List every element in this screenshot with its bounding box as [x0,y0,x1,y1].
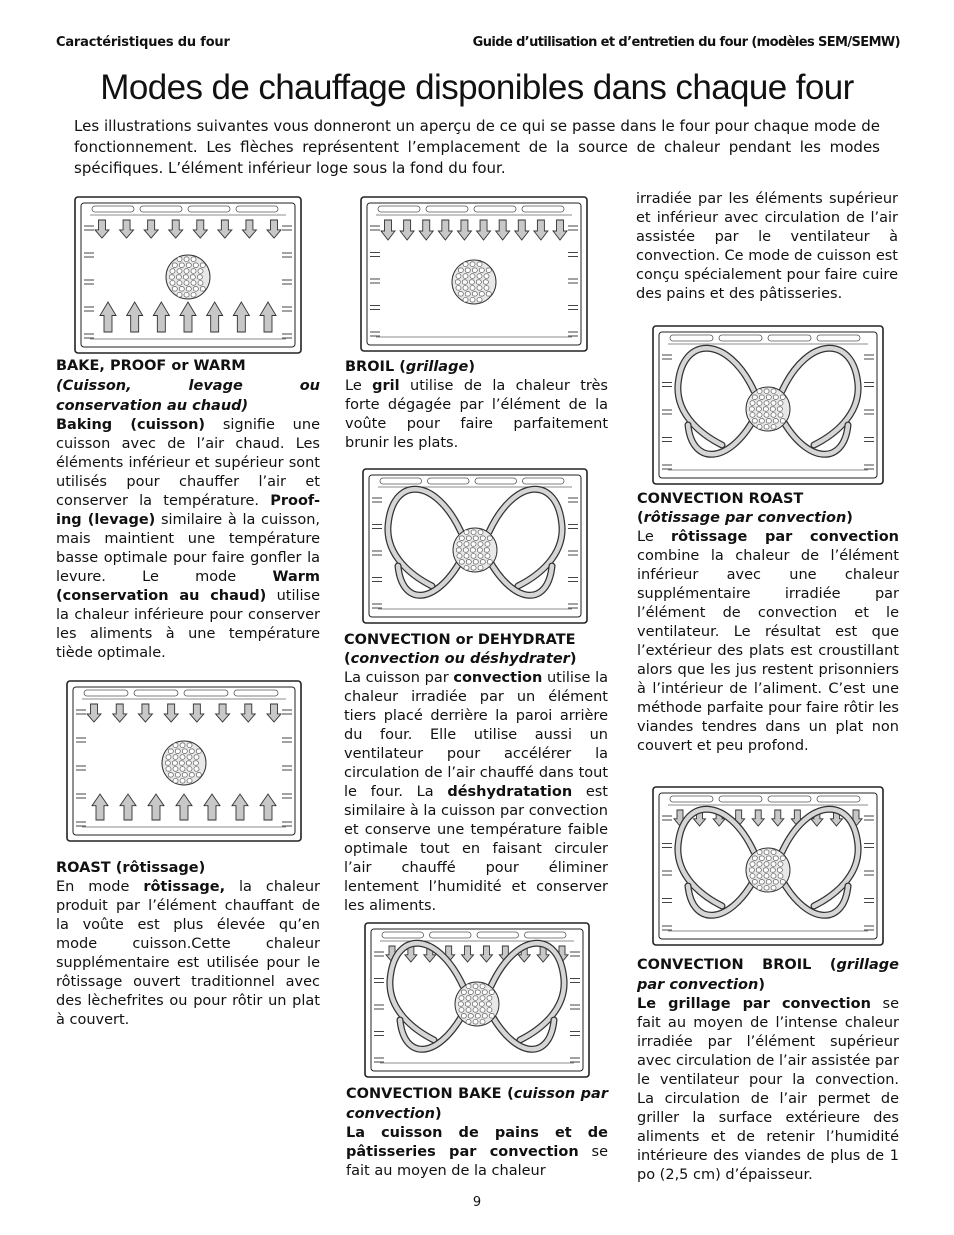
convection-bake-heading [346,1084,608,1124]
convection-roast-subheading-open: ( [637,510,644,526]
convection-bake-heading-end: ) [434,1106,442,1122]
bake-section [56,357,320,663]
convection-roast-term: rôtissage par convection [671,529,899,545]
broil-heading-italic: grillage [405,359,469,375]
broil-heading-end: ) [468,359,475,375]
convection-roast-heading: CONVECTION ROAST [637,491,804,507]
intro-paragraph: Les illustrations suivantes vous donneront un aperçu de ce qui se passe dans le four pour chaque mode de fonctionnement. Les flèches représentent l’emplacement de la source de chaleur pendant les modes spécifiques. L’élément inférieur loge sous la fond du four. [74,117,880,177]
oven-diagram-bake [74,196,302,354]
convection-roast-section [637,489,899,756]
convection-broil-section [637,955,899,1185]
broil-heading [345,358,608,377]
convection-broil-description [637,995,899,1185]
convection-roast-subheading-close: ) [846,510,853,526]
bake-description [56,416,320,663]
broil-heading-text: BROIL ( [345,359,406,375]
convection-broil-text: se fait au moyen de l’intense chaleur irradiée par l’élément supérieur avec circulation de l’air assistée par le ventilateur pour la convection. La circulation de l’air permet de griller la surface extérieure des aliments et de retenir l’humidité intérieure des viandes de plus de 1 po (2,5 cm) d’épaisseur. [637,996,900,1183]
broil-text-2: utilise de la chaleur très forte dégagée par l’élément de la voûte pour faire parfaitement brunir les plats. [345,378,608,451]
convection-bake-text: se fait au moyen de la chaleur [346,1144,608,1179]
convection-bake-heading-italic: cuisson par convection [346,1086,608,1122]
convection-term: convection [453,670,543,686]
bake-text-1: signifie une cuisson avec de l’air chaud. Les éléments inférieur et supérieur sont utilisés pour chauffer l’air et conserver la température. [56,417,320,509]
convection-text-1: La cuisson par [344,670,454,686]
bake-subheading: (Cuisson, levage ou conservation au chaud) [56,378,320,414]
page-number: 9 [472,1195,482,1210]
convection-description [344,669,608,916]
convection-subheading-italic: convection ou déshydrater [350,651,570,667]
convection-roast-text-1: Le [637,529,672,545]
bake-term-baking: Baking (cuisson) [56,417,206,433]
convection-bake-heading-text: CONVECTION BAKE ( [346,1086,514,1102]
convection-section [344,631,608,916]
oven-diagram-convection-broil [652,786,884,946]
convection-text-2: utilise la chaleur irradiée par un élément tiers placé derrière la paroi arrière du four. Elle utilise aussi un ventilateur pour accélérer la circulation de l’air chauffé dans tout le four. La [344,670,609,800]
oven-diagram-roast [66,680,302,842]
roast-term: rôtissage, [143,879,226,895]
convection-subheading-close: ) [569,651,577,667]
convection-heading: CONVECTION or DEHYDRATE [344,632,576,648]
convection-bake-continued [636,190,898,304]
convection-roast-text-2: combine la chaleur de l’élément inférieur avec une chaleur supplémentaire irradiée par l’élément de convection et le ventilateur. Le résultat est que l’extérieur des plats est croustillant alors que les jus restent prisonniers à l’intérieur de l’aliment. C’est une méthode parfaite pour faire rôtir les viandes tendres dans un plat non couvert et peu profond. [637,548,899,754]
convection-bake-term: La cuisson de pains et de pâtisseries par convection [346,1125,608,1160]
convection-broil-heading-italic: grillage par convection [637,957,899,993]
convection-broil-heading-end: ) [758,977,765,993]
broil-term: gril [372,378,400,394]
roast-section [56,859,320,1030]
convection-broil-heading [637,955,899,995]
roast-description [56,878,320,1030]
bake-text-2: similaire à la cuisson, mais maintient une température basse optimale pour faire gonfler la levure. Le mode [56,512,320,585]
running-header-guide-title: Guide d’utilisation et d’entretien du four (modèles SEM/SEMW) [472,35,900,50]
roast-text-2: la chaleur produit par l’élément chauffant de la voûte est plus élevée qu’en mode cuisson.Cette chaleur supplémentaire est utilisée pour le rôtissage ouvert traditionnel avec des lèchefrites ou pour rôtir un plat à couvert. [56,879,320,1028]
convection-bake-continued-text: irradiée par les éléments supérieur et inférieur avec circulation de l’air assistée par le ventilateur à convection. Ce mode de cuisson est conçu spécialement pour faire cuire des pains et des pâtisseries. [636,191,898,302]
convection-broil-term: Le grillage par convection [637,996,871,1012]
convection-subheading [344,650,608,669]
convection-text-3: est similaire à la cuisson par convection et conserve une température faible optimale tout en faisant circuler l’air chauffé pour éliminer lentement l’humidité et conserver les aliments. [344,784,608,914]
oven-diagram-convection [362,468,588,624]
convection-broil-heading-text: CONVECTION BROIL ( [637,957,837,973]
convection-bake-description [346,1124,608,1181]
bake-term-proofing: Proof-ing (levage) [56,493,320,528]
roast-heading: ROAST (rôtissage) [56,860,206,876]
page-title: Modes de chauffage disponibles dans chaque four [100,68,854,107]
oven-diagram-convection-bake [364,922,590,1078]
convection-subheading-open: ( [344,651,351,667]
convection-roast-description [637,528,899,756]
broil-description [345,377,608,453]
convection-roast-subheading [637,509,899,528]
roast-text-1: En mode [56,879,144,895]
bake-term-warm: Warm (conservation au chaud) [56,569,320,604]
bake-heading: BAKE, PROOF or WARM [56,358,246,374]
broil-text-1: Le [345,378,373,394]
running-header-section: Caractéristiques du four [56,35,230,50]
convection-bake-section [346,1084,608,1181]
broil-section [345,358,608,453]
oven-diagram-convection-roast [652,325,884,485]
bake-text-3: utilise la chaleur inférieure pour conserver les aliments à une température tiède optimale. [56,588,321,661]
dehydration-term: déshydratation [447,784,573,800]
oven-diagram-broil [360,196,588,352]
convection-roast-subheading-italic: rôtissage par convection [643,510,847,526]
